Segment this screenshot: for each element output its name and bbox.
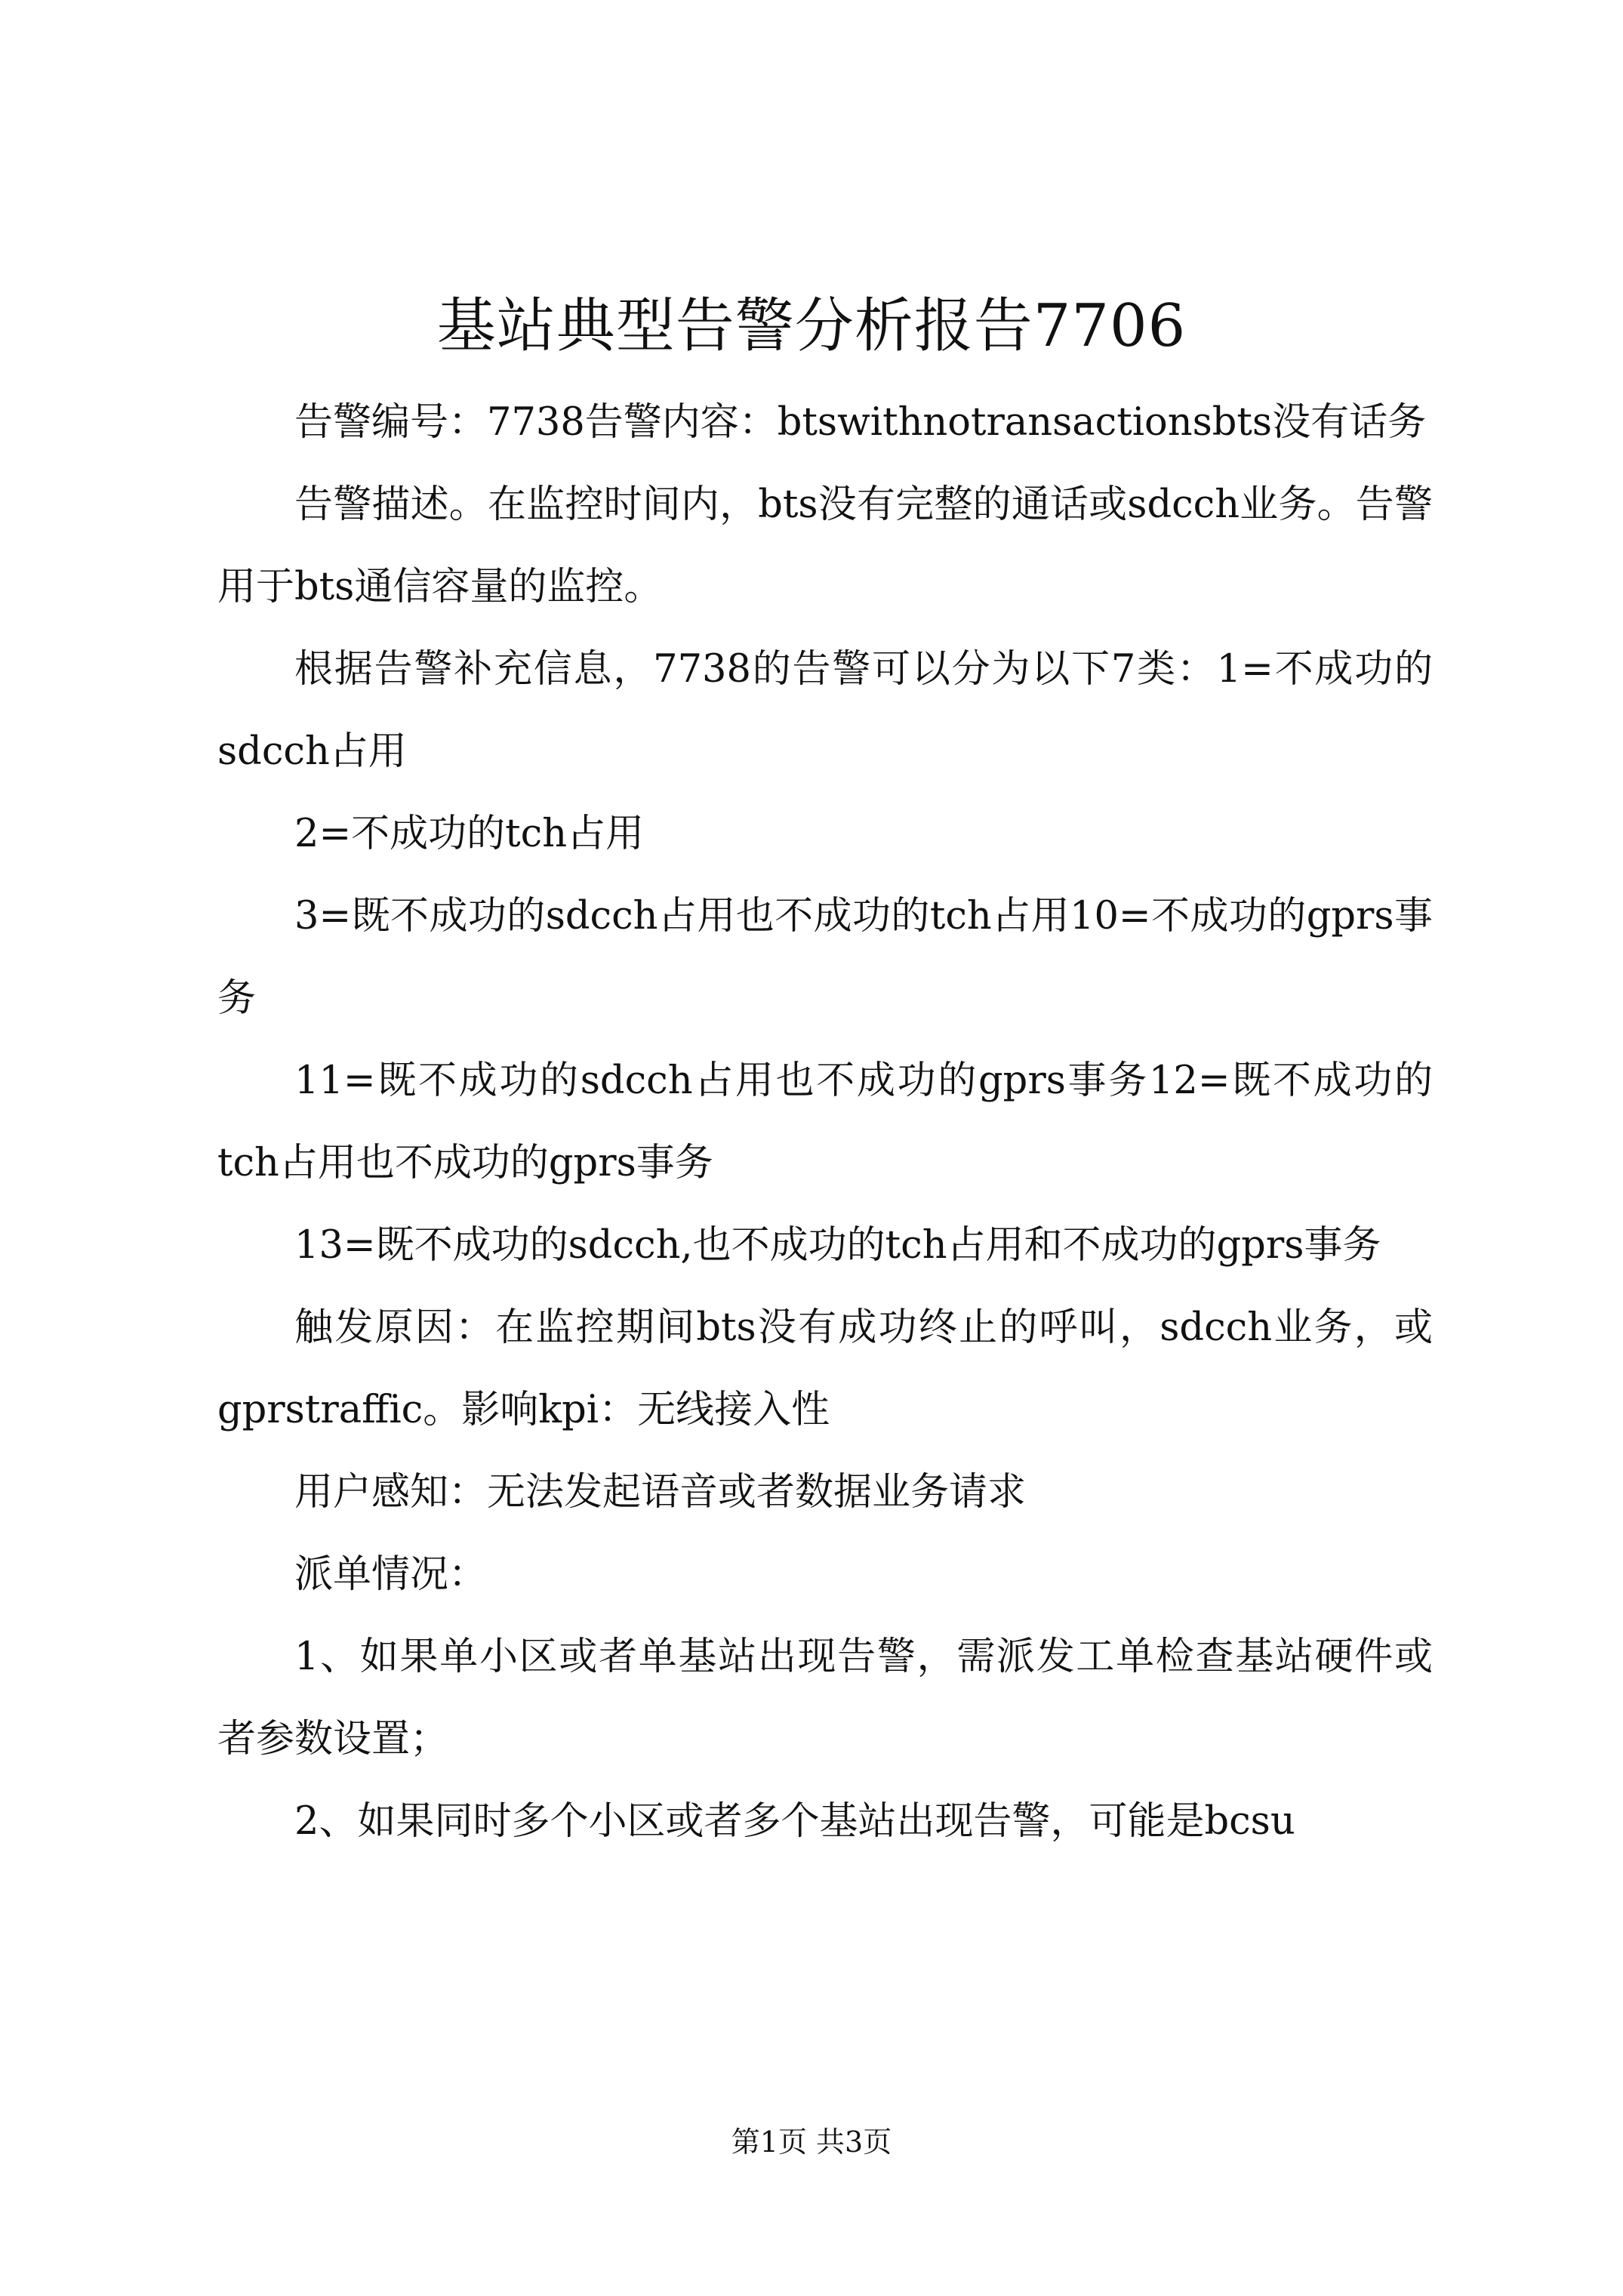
paragraph-category-2: 2=不成功的tch占用	[294, 812, 645, 856]
paragraph-category-11-12: 11=既不成功的sdcch占用也不成功的gprs事务12=既不成功的tch占用也不成功的gprs事务	[217, 1059, 1433, 1185]
paragraph-dispatch-heading: 派单情况：	[294, 1552, 488, 1597]
paragraph-alarm-number: 告警编号：7738告警内容：btswithnotransactionsbts没有话务	[294, 400, 1427, 445]
paragraph-category-3-10: 3=既不成功的sdcch占用也不成功的tch占用10=不成功的gprs事务	[217, 894, 1433, 1021]
document-title: 基站典型告警分析报告7706	[436, 292, 1187, 360]
paragraph-alarm-description: 告警描述。在监控时间内，bts没有完整的通话或sdcch业务。告警用于bts通信容量的监控。	[217, 482, 1433, 609]
paragraph-dispatch-item-1: 1、如果单小区或者单基站出现告警，需派发工单检查基站硬件或者参数设置；	[217, 1635, 1433, 1761]
paragraph-dispatch-item-2: 2、如果同时多个小区或者多个基站出现告警，可能是bcsu	[294, 1799, 1295, 1844]
document-body	[217, 381, 1433, 1863]
page-footer: 第1页 共3页	[731, 2125, 892, 2159]
paragraph-category-13: 13=既不成功的sdcch,也不成功的tch占用和不成功的gprs事务	[294, 1223, 1381, 1268]
paragraph-user-perception: 用户感知：无法发起语音或者数据业务请求	[294, 1470, 1027, 1515]
paragraph-alarm-categories: 根据告警补充信息，7738的告警可以分为以下7类：1=不成功的sdcch占用	[217, 647, 1433, 774]
paragraph-trigger-cause: 触发原因：在监控期间bts没有成功终止的呼叫，sdcch业务，或gprstraffic。影响kpi：无线接入性	[217, 1305, 1433, 1432]
